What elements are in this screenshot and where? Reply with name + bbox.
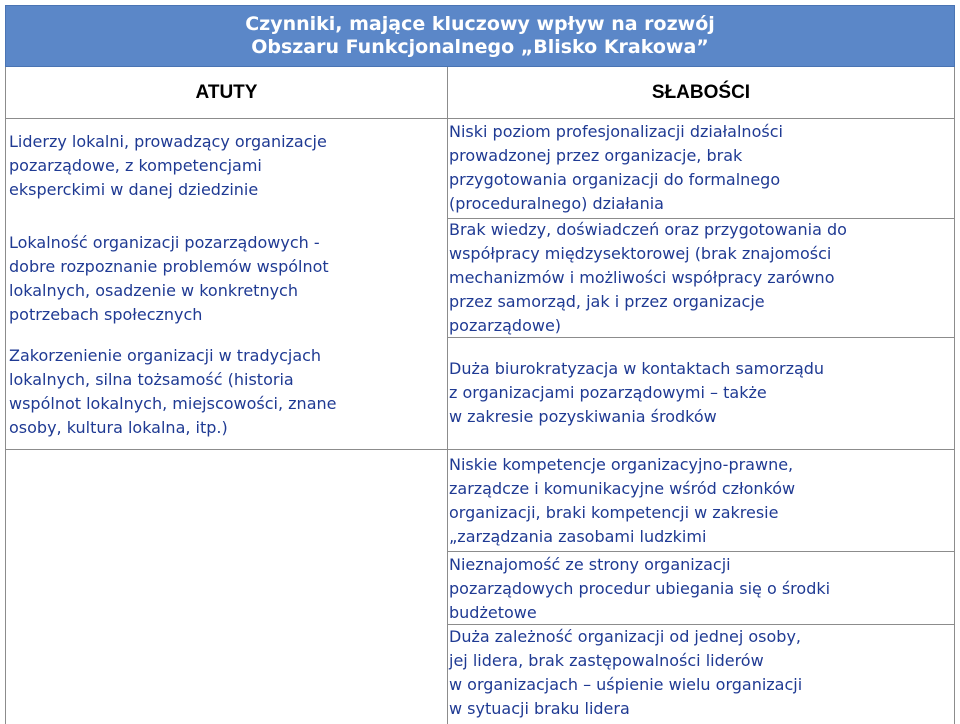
weakness-item: Niski poziom profesjonalizacji działalności prowadzonej przez organizacje, brak przygotowania organizacji do formalnego (proceduralnego) działania: [449, 122, 783, 213]
swot-table: [5, 67, 955, 724]
title-banner: [5, 5, 955, 67]
title-line-2: Obszaru Funkcjonalnego „Blisko Krakowa”: [251, 36, 709, 58]
weaknesses-header: SŁABOŚCI: [448, 67, 954, 119]
strengths-header: ATUTY: [6, 67, 447, 119]
weakness-item: Nieznajomość ze strony organizacji pozarządowych procedur ubiegania się o środki budżetowe: [449, 555, 831, 622]
weakness-item: Brak wiedzy, doświadczeń oraz przygotowania do współpracy międzysektorowej (brak znajomości mechanizmów i możliwości współpracy zarówno przez samorząd, jak i przez organizacje pozarządowe): [449, 220, 847, 335]
row-divider: [448, 449, 954, 450]
strength-item: Lokalność organizacji pozarządowych - dobre rozpoznanie problemów wspólnot lokalnych, osadzenie w konkretnych potrzebach społecznych: [9, 233, 329, 324]
strength-item: Zakorzenienie organizacji w tradycjach lokalnych, silna tożsamość (historia wspólnot lokalnych, miejscowości, znane osoby, kultura lokalna, itp.): [9, 346, 337, 437]
weakness-item: Duża biurokratyzacja w kontaktach samorządu z organizacjami pozarządowymi – także w zakresie pozyskiwania środków: [449, 359, 825, 426]
weakness-item: Niskie kompetencje organizacyjno-prawne, zarządcze i komunikacyjne wśród członków organizacji, braki kompetencji w zakresie „zarządzania zasobami ludzkimi: [449, 455, 796, 546]
row-divider: [6, 449, 447, 450]
row-divider: [448, 551, 954, 552]
strength-item: Liderzy lokalni, prowadzący organizacje pozarządowe, z kompetencjami eksperckimi w danej dziedzinie: [9, 132, 327, 199]
weakness-item: Duża zależność organizacji od jednej osoby, jej lidera, brak zastępowalności liderów w organizacjach – uśpienie wielu organizacji w sytuacji braku lidera: [449, 627, 803, 718]
title-line-1: Czynniki, mające kluczowy wpływ na rozwój: [245, 13, 715, 35]
row-divider: [448, 337, 954, 338]
